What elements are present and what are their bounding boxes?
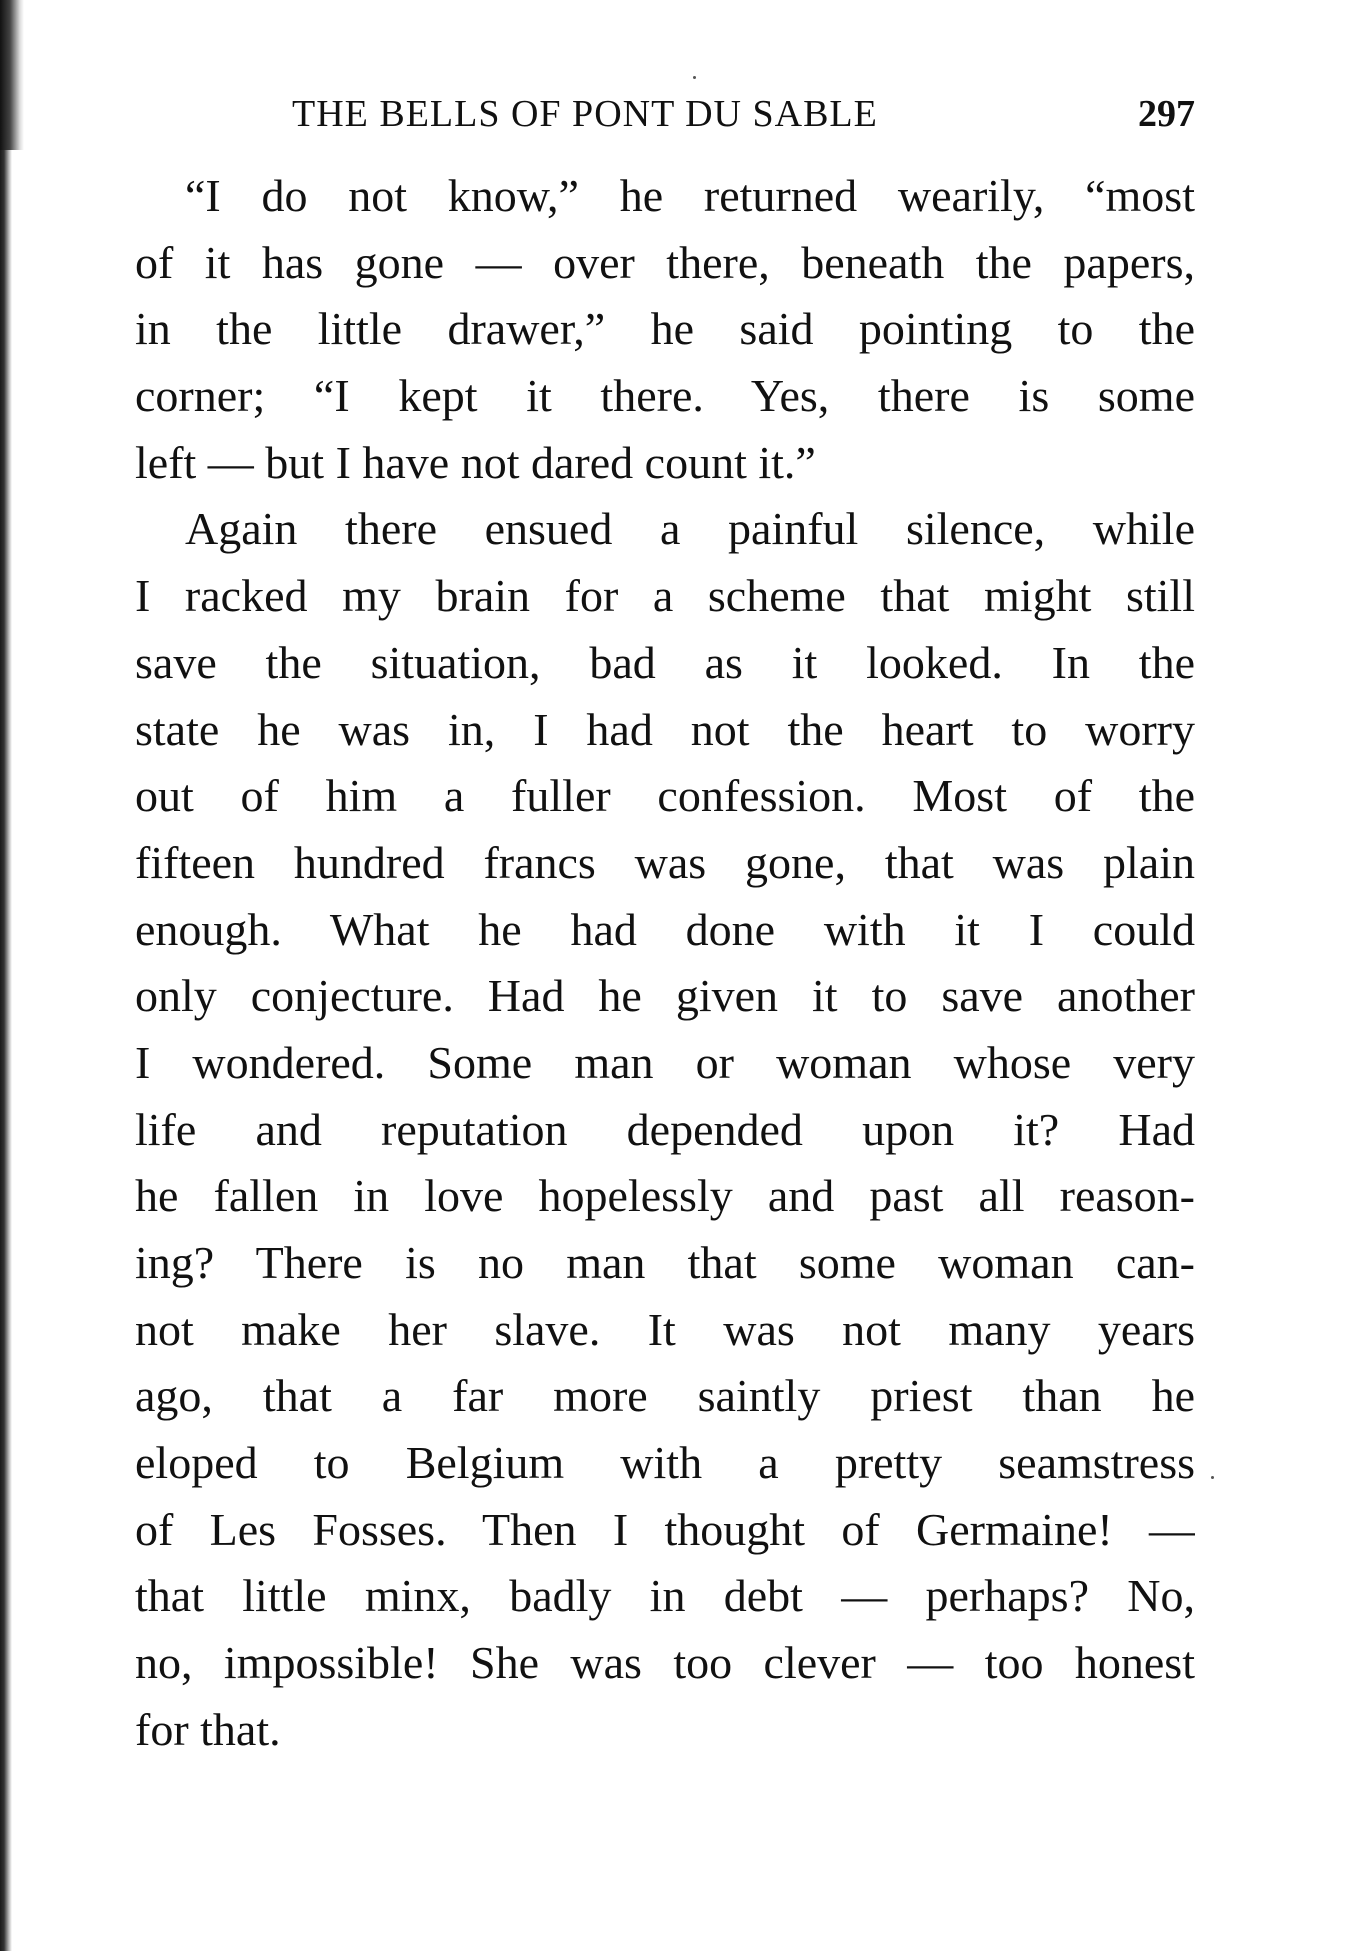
text-line: not make her slave. It was not many years <box>135 1303 1195 1355</box>
paragraph <box>135 163 1195 496</box>
text-line: enough. What he had done with it I could <box>135 903 1195 955</box>
text-line: save the situation, bad as it looked. In the <box>135 636 1195 688</box>
text-line: I racked my brain for a scheme that might still <box>135 570 1195 622</box>
text-line: eloped to Belgium with a pretty seamstress <box>135 1437 1195 1489</box>
text-line: “I do not know,” he returned wearily, “most <box>185 170 1195 221</box>
running-head <box>135 92 1195 152</box>
page-binding-shadow <box>0 0 24 150</box>
text-line: of Les Fosses. Then I thought of Germaine! — <box>135 1503 1195 1555</box>
page-binding-edge <box>0 0 12 1951</box>
running-head-title: THE BELLS OF PONT DU SABLE <box>292 93 878 135</box>
text-line: that little minx, badly in debt — perhaps? No, <box>135 1570 1195 1622</box>
print-speck <box>693 76 696 79</box>
print-speck <box>1211 1476 1214 1479</box>
text-line: life and reputation depended upon it? Had <box>135 1103 1195 1155</box>
text-line: left — but I have not dared count it.” <box>135 436 816 488</box>
body-text <box>135 163 1195 1764</box>
text-line: corner; “I kept it there. Yes, there is some <box>135 370 1195 422</box>
paragraph <box>135 496 1195 1763</box>
text-line: I wondered. Some man or woman whose very <box>135 1036 1195 1088</box>
text-line: of it has gone — over there, beneath the papers, <box>135 236 1195 288</box>
text-line: Again there ensued a painful silence, while <box>185 503 1195 555</box>
page-number: 297 <box>1138 93 1195 135</box>
text-line: for that. <box>135 1703 281 1755</box>
text-line: only conjecture. Had he given it to save another <box>135 970 1195 1022</box>
text-line: in the little drawer,” he said pointing to the <box>135 303 1195 355</box>
text-line: no, impossible! She was too clever — too honest <box>135 1637 1195 1689</box>
text-line: he fallen in love hopelessly and past all reason- <box>135 1170 1195 1222</box>
text-line: ago, that a far more saintly priest than he <box>135 1370 1195 1422</box>
text-line: fifteen hundred francs was gone, that was plain <box>135 836 1195 888</box>
text-line: out of him a fuller confession. Most of the <box>135 770 1195 822</box>
text-line: ing? There is no man that some woman can- <box>135 1237 1195 1288</box>
text-line: state he was in, I had not the heart to worry <box>135 703 1195 755</box>
